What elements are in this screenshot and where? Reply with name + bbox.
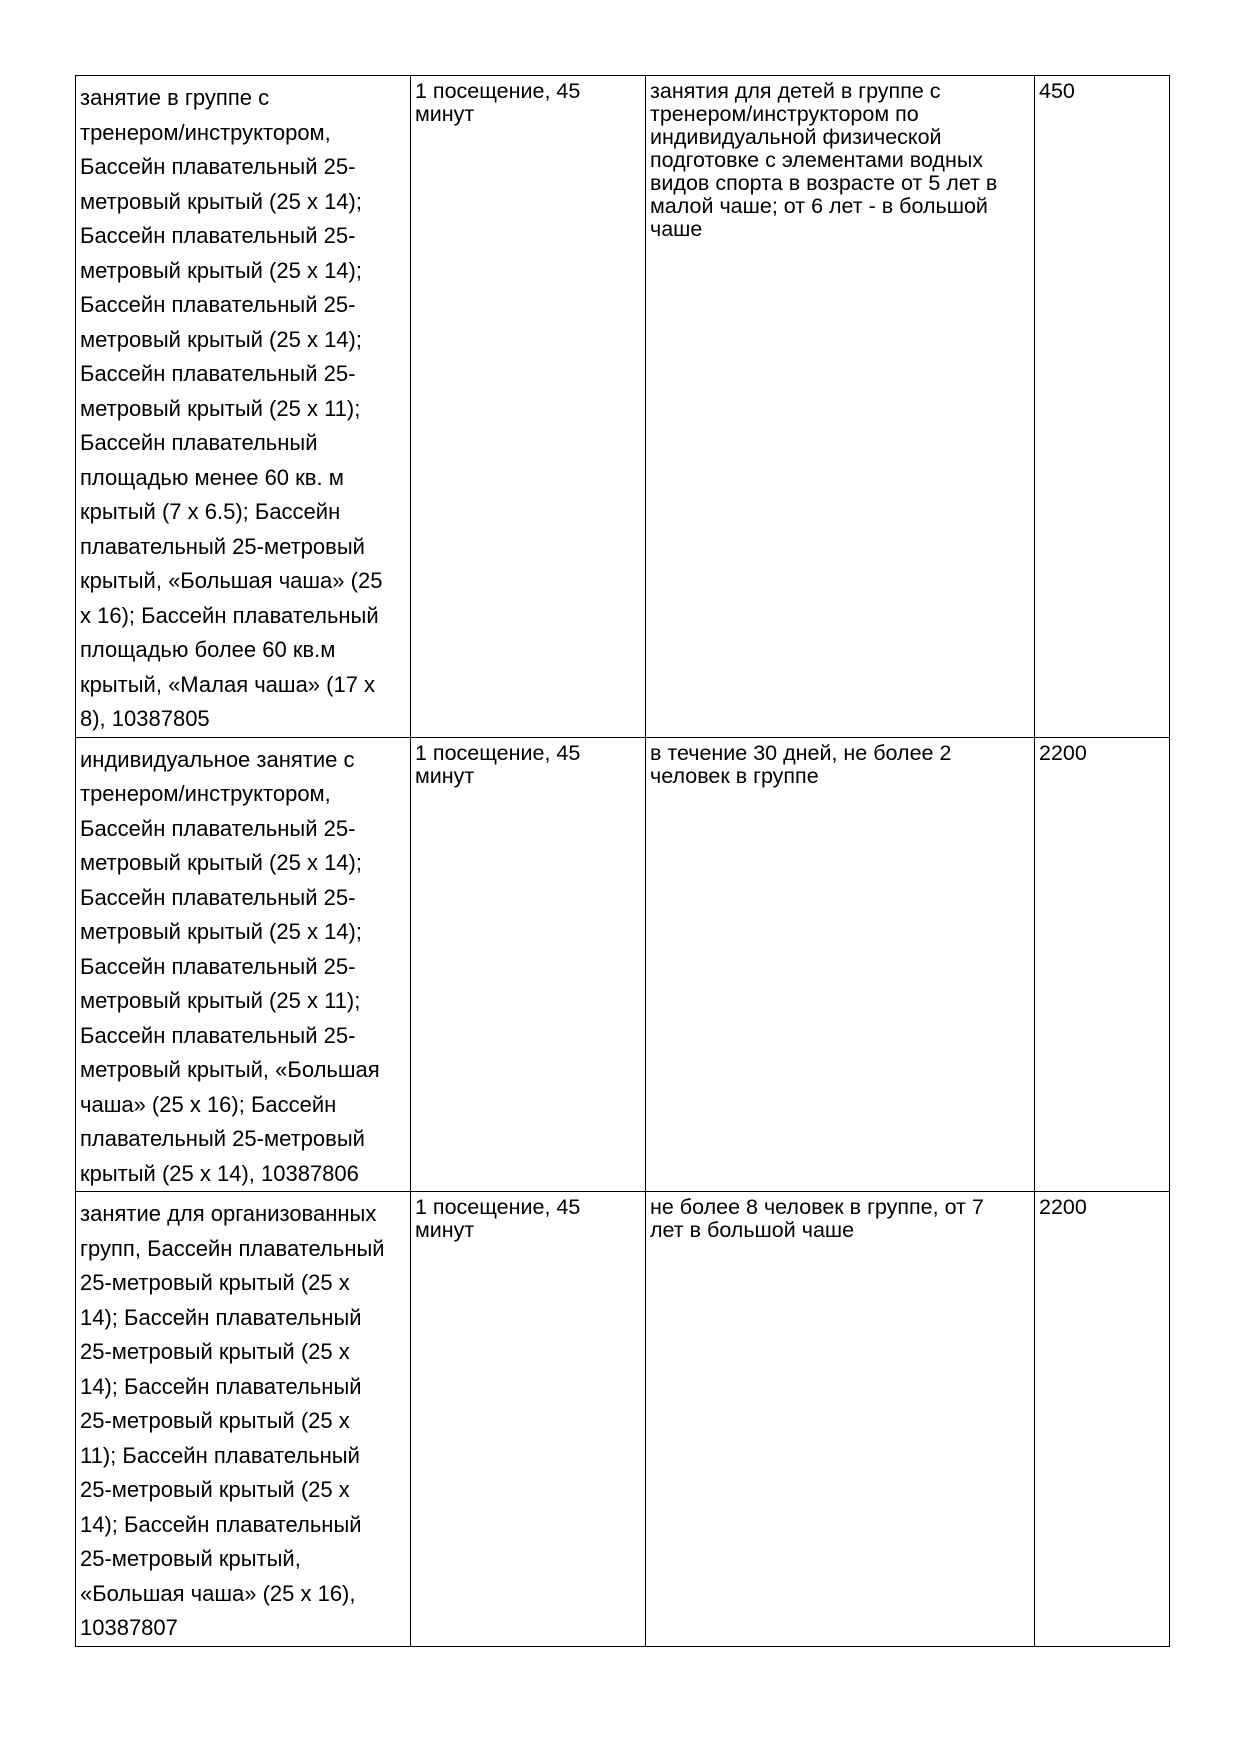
price-cell xyxy=(1035,737,1170,1192)
table-row xyxy=(76,76,1170,738)
price-text: 2200 xyxy=(1039,740,1087,765)
description-text: занятия для детей в группе с тренером/инструктором по индивидуальной физической подготовке с элементами водных видов спорта в возрасте от 5 лет в малой чаше; от 6 лет - в большой чаше xyxy=(650,79,998,241)
description-cell xyxy=(646,1192,1035,1647)
table-row xyxy=(76,737,1170,1192)
price-cell xyxy=(1035,1192,1170,1647)
description-cell xyxy=(646,76,1035,738)
price-text: 2200 xyxy=(1039,1195,1087,1219)
price-table xyxy=(75,75,1170,1647)
duration-cell xyxy=(411,1192,646,1647)
service-text: индивидуальное занятие с тренером/инструктором, Бассейн плавательный 25- метровый крытый (25 х 14); Бассейн плавательный 25- метровый крытый (25 х 14); Бассейн плавательный 25- метровый крытый (25 х 11); Бассейн плавательный 25- метровый крытый, «Большая чаша» (25 х 16); Бассейн плавательный 25-метровый крытый (25 х 14), 10387806 xyxy=(80,746,380,1186)
duration-text: 1 посещение, 45 минут xyxy=(415,79,581,126)
duration-cell xyxy=(411,76,646,738)
price-text: 450 xyxy=(1039,79,1075,103)
description-text: не более 8 человек в группе, от 7 лет в большой чаше xyxy=(650,1195,984,1242)
service-cell xyxy=(76,76,411,738)
price-cell xyxy=(1035,76,1170,738)
description-text: в течение 30 дней, не более 2 человек в группе xyxy=(650,740,952,788)
duration-text: 1 посещение, 45 минут xyxy=(415,1195,581,1242)
service-text: занятие для организованных групп, Бассейн плавательный 25-метровый крытый (25 х 14); Бассейн плавательный 25-метровый крытый (25 х 14); Бассейн плавательный 25-метровый крытый (25 х 11); Бассейн плавательный 25-метровый крытый (25 х 14); Бассейн плавательный 25-метровый крытый, «Большая чаша» (25 х 16), 10387807 xyxy=(80,1201,385,1640)
description-cell xyxy=(646,737,1035,1192)
service-cell xyxy=(76,737,411,1192)
service-cell xyxy=(76,1192,411,1647)
duration-text: 1 посещение, 45 минут xyxy=(415,740,581,788)
duration-cell xyxy=(411,737,646,1192)
table-row xyxy=(76,1192,1170,1647)
service-text: занятие в группе с тренером/инструктором, Бассейн плавательный 25- метровый крытый (25 х 14); Бассейн плавательный 25- метровый крытый (25 х 14); Бассейн плавательный 25- метровый крытый (25 х 14); Бассейн плавательный 25- метровый крытый (25 х 11); Бассейн плавательный площадью менее 60 кв. м крытый (7 х 6.5); Бассейн плавательный 25-метровый крытый, «Большая чаша» (25 х 16); Бассейн плавательный площадью более 60 кв.м крытый, «Малая чаша» (17 х 8), 10387805 xyxy=(80,85,383,731)
